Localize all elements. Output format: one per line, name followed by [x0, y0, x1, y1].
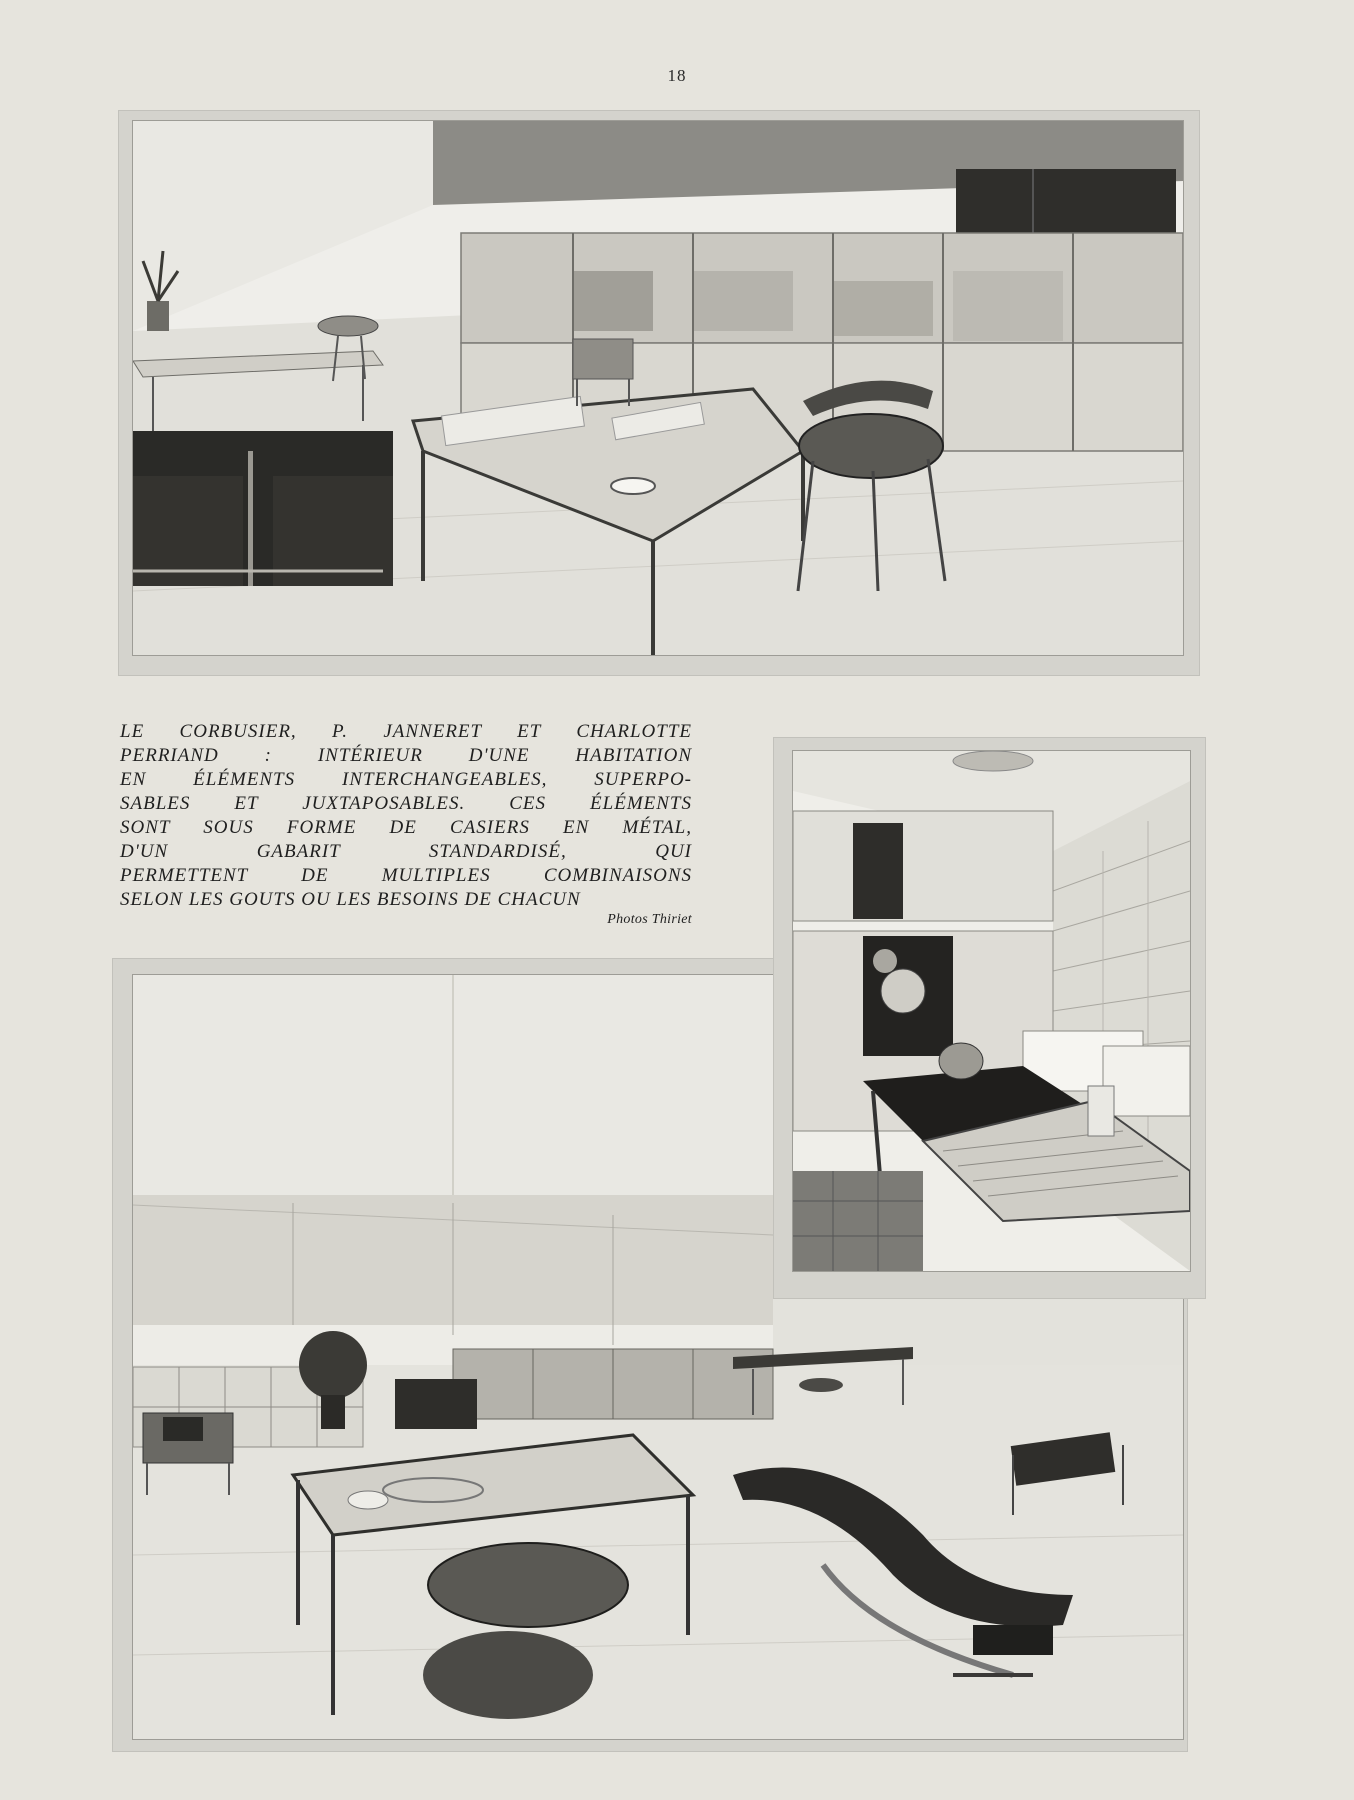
kitchen-photo [792, 750, 1191, 1272]
caption-line: EN ÉLÉMENTS INTERCHANGEABLES, SUPERPO- [120, 769, 692, 790]
caption-line: PERMETTENT DE MULTIPLES COMBINAISONS [120, 865, 692, 886]
page-number: 18 [667, 66, 687, 85]
caption-line: D'UN GABARIT STANDARDISÉ, QUI [120, 841, 692, 862]
caption-line: LE CORBUSIER, P. JANNERET ET CHARLOTTE [120, 721, 692, 742]
photo-caption [120, 720, 692, 912]
caption-line: PERRIAND : INTÉRIEUR D'UNE HABITATION [120, 745, 692, 766]
top-photo [132, 120, 1184, 656]
photo-credit: Photos Thiriet [607, 912, 692, 927]
caption-line: SONT SOUS FORME DE CASIERS EN MÉTAL, [120, 817, 692, 838]
caption-line: SELON LES GOUTS OU LES BESOINS DE CHACUN [120, 889, 581, 910]
caption-line: SABLES ET JUXTAPOSABLES. CES ÉLÉMENTS [120, 793, 692, 814]
